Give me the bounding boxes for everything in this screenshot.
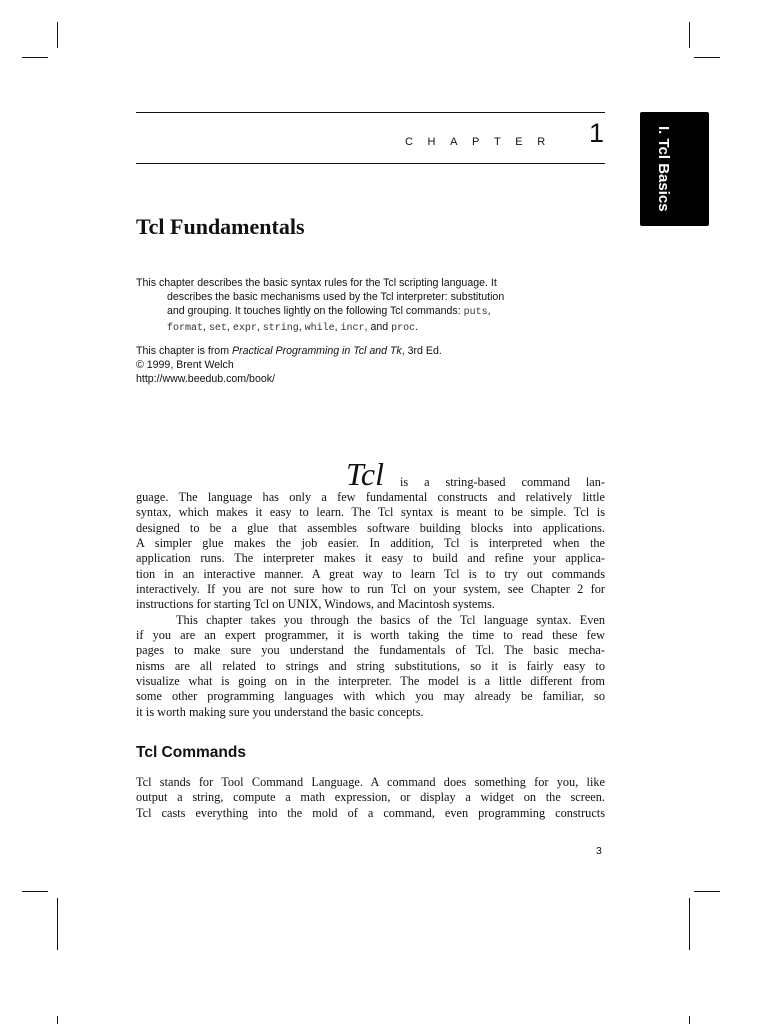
book-title: Practical Programming in Tcl and Tk xyxy=(231,345,402,357)
command-incr: incr xyxy=(340,323,365,334)
source-prefix: This chapter is from xyxy=(136,345,232,357)
chapter-title: Tcl Fundamentals xyxy=(136,214,305,239)
paragraph-line: This chapter takes you through the basics of the Tcl language syntax. Even xyxy=(176,612,605,627)
command-while: while xyxy=(304,323,335,334)
crop-mark xyxy=(694,57,720,58)
command-set: set xyxy=(208,323,227,334)
crop-mark xyxy=(22,57,48,58)
part-tab-label: I. Tcl Basics xyxy=(655,126,672,212)
section-heading: Tcl Commands xyxy=(136,744,246,761)
paragraph-line: application runs. The interpreter makes it easy to build and refine your applica- xyxy=(136,551,605,566)
paragraph-line: instructions for starting Tcl on UNIX, Windows, and Macintosh systems. xyxy=(136,597,495,612)
paragraph-line: A simpler glue makes the job easier. In addition, Tcl is interpreted when the xyxy=(136,536,605,551)
source-line xyxy=(136,344,442,358)
crop-mark xyxy=(694,891,720,892)
crop-mark xyxy=(57,1016,58,1024)
abstract-text: and grouping. It touches lightly on the following Tcl commands: xyxy=(167,305,464,317)
abstract-line: format, set, expr, string, while, incr, and proc. xyxy=(167,321,419,334)
paragraph-line: is a string-based command lan- xyxy=(400,475,605,489)
intro-first-line xyxy=(400,475,605,490)
crop-mark xyxy=(689,22,690,48)
command-proc: proc xyxy=(391,323,416,334)
chapter-number: 1 xyxy=(589,118,605,148)
header-top-rule xyxy=(136,112,605,113)
paragraph-line: designed to be a glue that assembles software building blocks into applications. xyxy=(136,520,605,535)
chapter-label: CHAPTER xyxy=(405,136,560,148)
copyright: © 1999, Brent Welch xyxy=(136,359,234,371)
intro-paragraph xyxy=(136,490,605,720)
command-expr: expr xyxy=(232,323,257,334)
paragraph-line: nisms are all related to strings and string substitutions, so it is fairly easy to xyxy=(136,658,605,673)
abstract-line: This chapter describes the basic syntax rules for the Tcl scripting language. It xyxy=(136,277,497,289)
paragraph-line: pages to make sure you understand the fundamentals of Tcl. The basic mecha- xyxy=(136,643,605,658)
crop-mark xyxy=(22,891,48,892)
crop-mark xyxy=(689,1016,690,1024)
abstract-line: and grouping. It touches lightly on the following Tcl commands: puts, xyxy=(167,305,491,318)
page-number: 3 xyxy=(596,845,602,857)
header-bottom-rule xyxy=(136,163,605,164)
book-edition: , 3rd Ed. xyxy=(401,345,442,357)
abstract-and: and xyxy=(370,321,389,333)
paragraph-line: Tcl casts everything into the mold of a command, even programming constructs xyxy=(136,805,605,820)
paragraph-line: visualize what is going on in the interpreter. The model is a little different from xyxy=(136,674,605,689)
paragraph-line: interactively. If you are not sure how to run Tcl on your system, see Chapter 2 for xyxy=(136,582,605,597)
paragraph-line: tion in an interactive manner. A great way to learn Tcl is to try out commands xyxy=(136,566,605,581)
source-info xyxy=(136,344,442,386)
crop-mark xyxy=(57,898,58,950)
command-string: string xyxy=(262,323,299,334)
paragraph-line: some other programming languages with which you may already be familiar, so xyxy=(136,689,605,704)
crop-mark xyxy=(689,898,690,950)
crop-mark xyxy=(57,22,58,48)
chapter-abstract xyxy=(136,276,536,336)
command-format: format xyxy=(167,323,204,334)
abstract-line: describes the basic mechanisms used by the Tcl interpreter: substitution xyxy=(167,291,505,303)
paragraph-line: output a string, compute a math expression, or display a widget on the screen. xyxy=(136,790,605,805)
command-puts: puts xyxy=(463,307,488,318)
section-paragraph xyxy=(136,775,605,821)
part-tab xyxy=(640,112,709,226)
paragraph-line: Tcl stands for Tool Command Language. A command does something for you, like xyxy=(136,775,605,789)
paragraph-line: syntax, which makes it easy to learn. The Tcl syntax is meant to be simple. Tcl is xyxy=(136,505,605,520)
paragraph-line: guage. The language has only a few fundamental constructs and relatively little xyxy=(136,490,605,504)
book-url[interactable]: http://www.beedub.com/book/ xyxy=(136,373,275,385)
drop-word: Tcl xyxy=(346,456,384,492)
paragraph-line: it is worth making sure you understand the basic concepts. xyxy=(136,704,424,719)
paragraph-line: if you are an expert programmer, it is worth taking the time to read these few xyxy=(136,628,605,643)
